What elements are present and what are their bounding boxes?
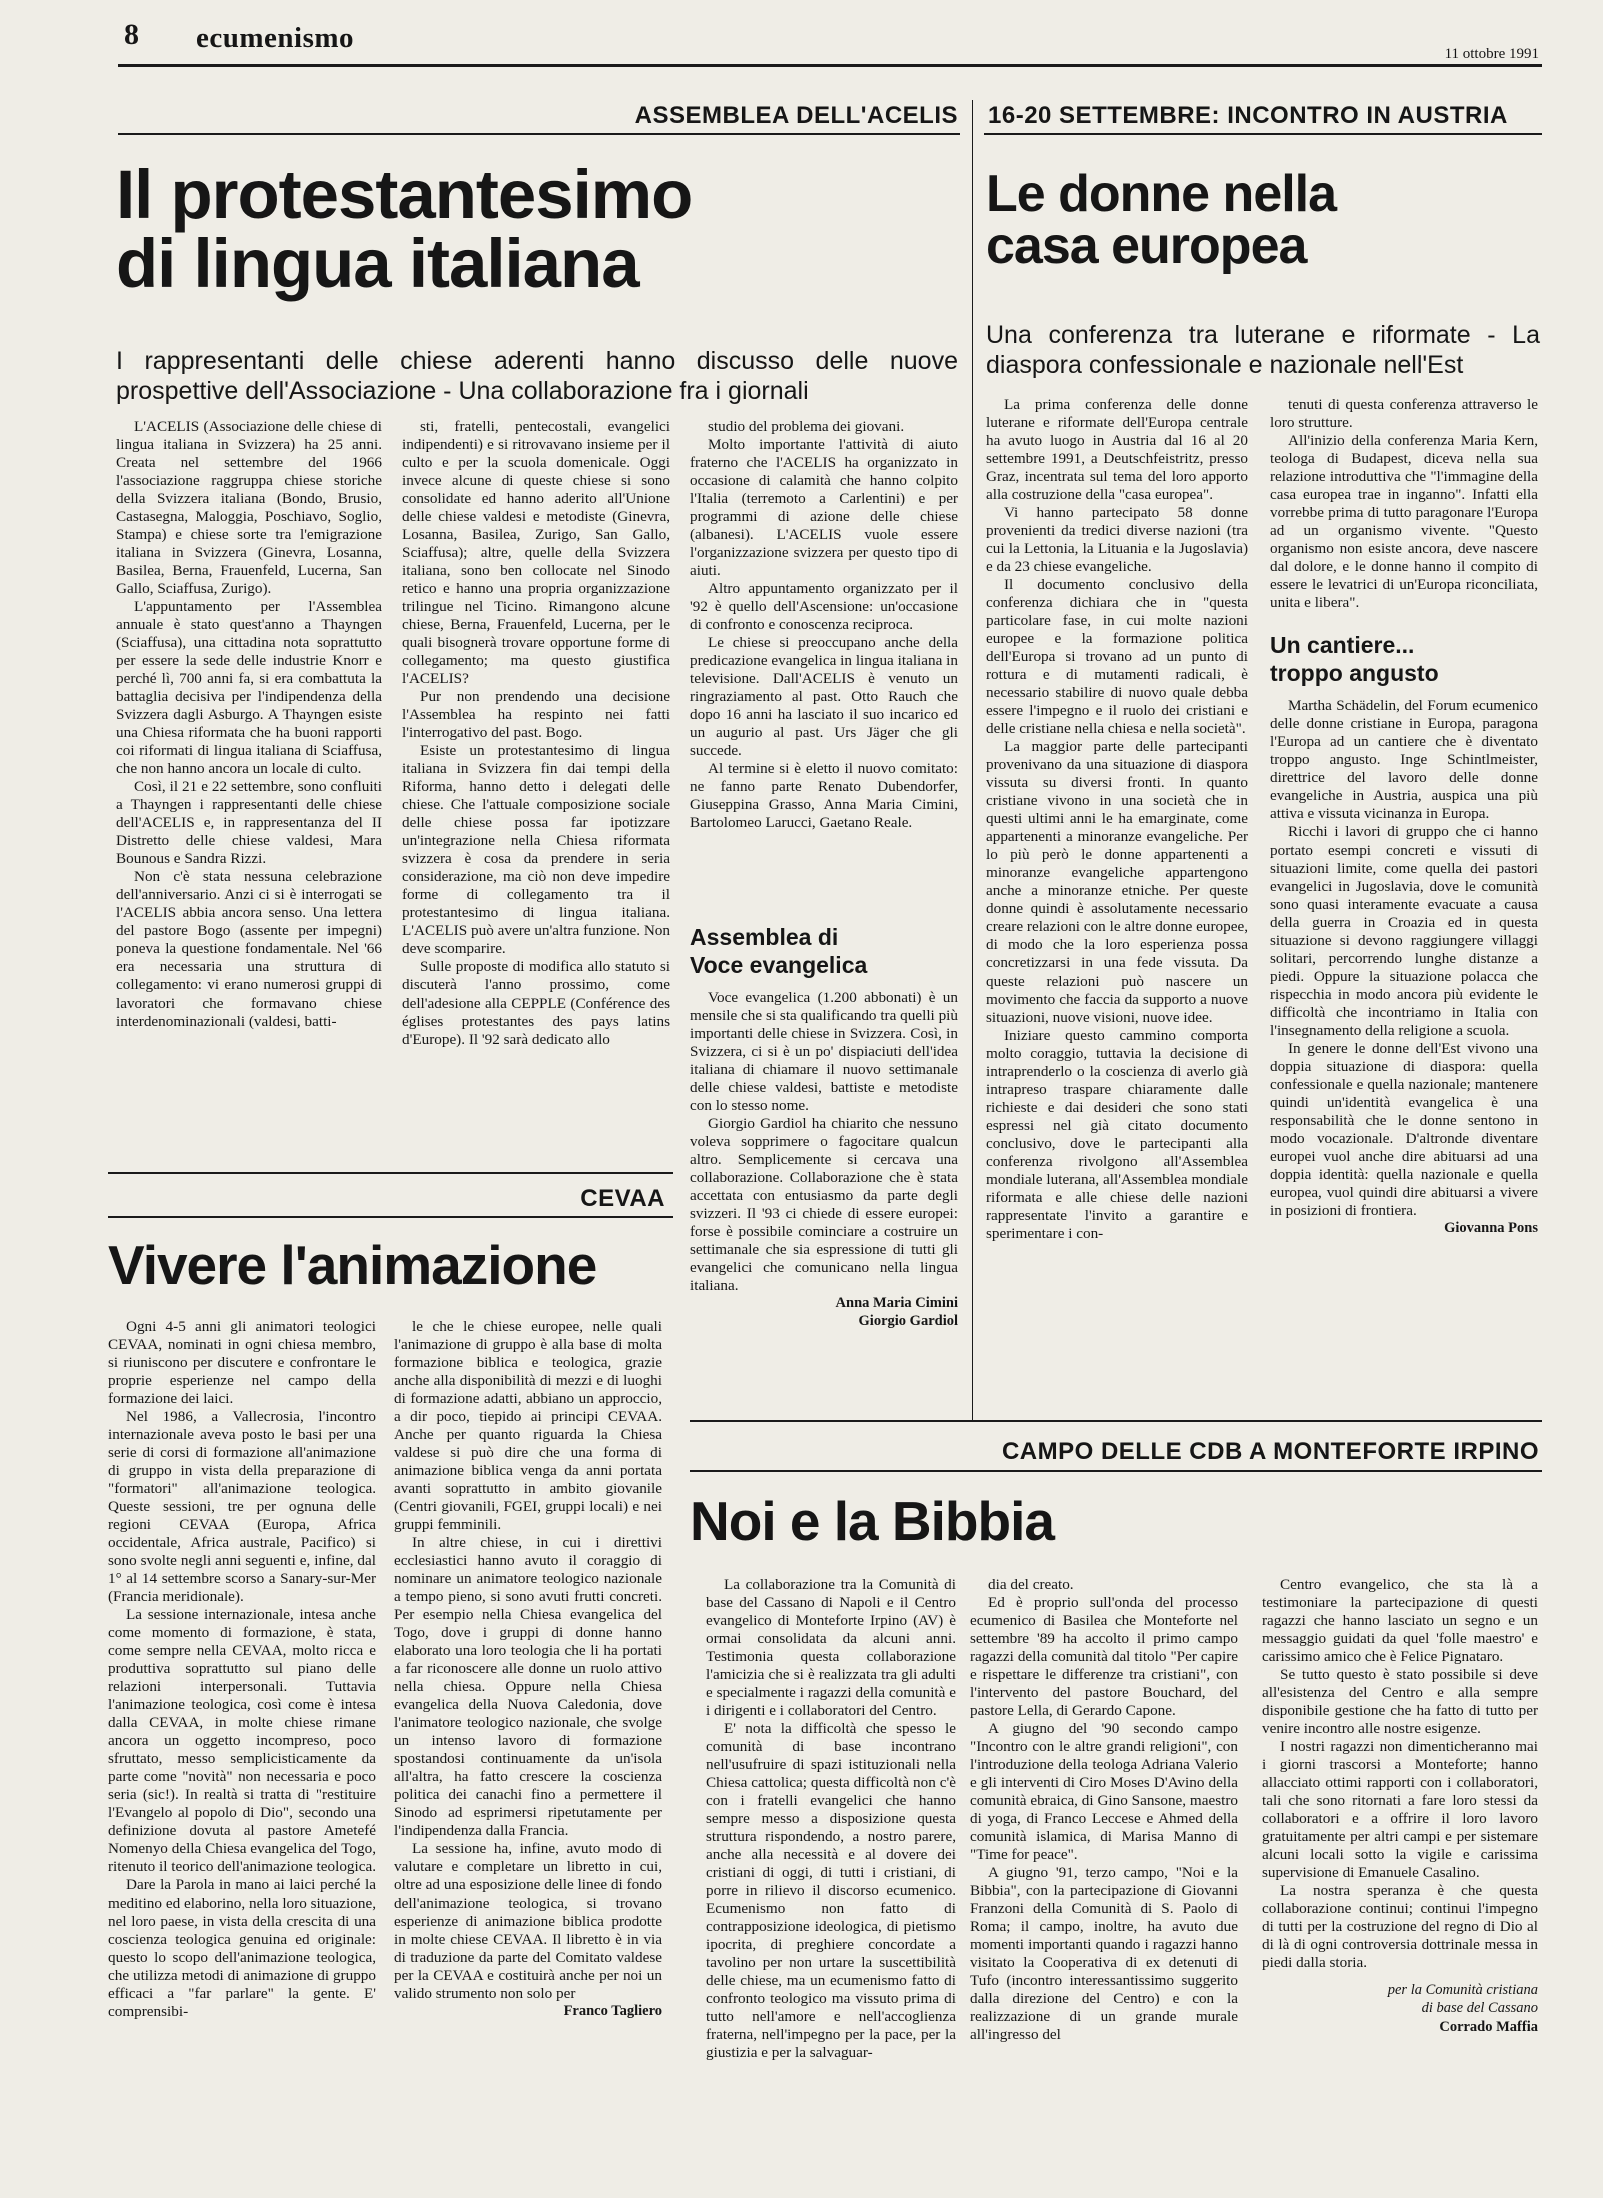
paragraph: Ogni 4-5 anni gli animatori teologici CEVAA, nominati in ogni chiesa membro, si riuniscono per discutere e confrontare le proprie esperienze nel campo della formazione dei laici. <box>108 1318 376 1408</box>
paragraph: Il documento conclusivo della conferenza dichiara che in "questa particolare fase, in cui molte nazioni europee e la formazione politica dell'Europa si trovano ad un punto di rottura e di mutamenti radicali, è necessario stabilire di nuovo quale debba essere l'impegno e il ruolo dei cristiani e delle cristiane nella chiesa e nella società". <box>986 576 1248 738</box>
donne-column-2 <box>1270 396 1538 1412</box>
paragraph: Se tutto questo è stato possibile si deve all'esistenza del Centro e alla sempre disponibile gestione che ha fatto di tutto per venire incontro alle nostre esigenze. <box>1262 1666 1538 1738</box>
bibbia-column-2 <box>970 1576 1238 2176</box>
bibbia-kicker: CAMPO DELLE CDB A MONTEFORTE IRPINO <box>1001 1438 1539 1465</box>
acelis-kicker-rule <box>118 133 960 135</box>
donne-headline-line2: casa europea <box>986 217 1307 275</box>
voce-signature-2: Giorgio Gardiol <box>858 1312 958 1329</box>
bibbia-kicker-rule <box>690 1470 1542 1472</box>
paragraph: La collaborazione tra la Comunità di base del Cassano di Napoli e il Centro evangelico di Monteforte Irpino (AV) è ormai consolidata da alcuni anni. Testimonia questa collaborazione l'amicizia che si è realizzata tra gli adulti e specialmente i ragazzi della comunità e i dirigenti e i collaboratori del Centro. <box>706 1576 956 1720</box>
voce-subhead <box>690 924 958 979</box>
bibbia-signature-line1: per la Comunità cristiana <box>1387 1982 1538 1999</box>
paragraph: Voce evangelica (1.200 abbonati) è un mensile che si sta qualificando tra quelli più importanti delle chiese in Svizzera. Così, in Svizzera, ci si è un po' dispiaciuti dell'idea italiana di chiamare il nuovo settimanale delle chiese valdesi, battiste e metodiste con lo stesso nome. <box>690 989 958 1115</box>
voce-column <box>690 916 958 1396</box>
donne-subhead-line1: Un cantiere... <box>1270 632 1415 659</box>
cevaa-headline: Vivere l'animazione <box>108 1234 597 1296</box>
acelis-headline <box>116 156 966 302</box>
acelis-column-2 <box>402 418 670 1176</box>
cevaa-top-rule <box>108 1172 673 1174</box>
paragraph: Dare la Parola in mano ai laici perché la meditino ed elaborino, nella loro situazione, nel loro paese, in vista della crescita di una coscienza teologica genuina ed originale: questo lo scopo dell'animazione teologica, che utilizza metodi di animazione di gruppo efficaci a "far parlare" la gente. E' comprensibi- <box>108 1876 376 2020</box>
acelis-headline-line1: Il protestantesimo <box>116 156 693 233</box>
bibbia-column-1 <box>706 1576 956 2176</box>
donne-subhead <box>1270 632 1538 687</box>
cevaa-signature: Franco Tagliero <box>563 2002 662 2019</box>
paragraph: sti, fratelli, pentecostali, evangelici indipendenti) e si ritrovavano insieme per il culto e per la scuola domenicale. Oggi invece alcune di queste chiese si sono consolidate ed hanno aderito all'Unione delle chiese valdesi e metodiste (Ginevra, Losanna, Basilea, Zurigo, San Gallo, Sciaffusa); altre, quelle della Svizzera italiana, sono ben collocate nel Sinodo retico e hanno una propria organizzazione trilingue nel Ticino. Rimangono alcune chiese, Berna, Frauenfeld, Lucerna, per le quali bisognerà trovare opportune forme di collegamento; ma questo giustifica l'ACELIS? <box>402 418 670 688</box>
paragraph: Al termine si è eletto il nuovo comitato: ne fanno parte Renato Dubendorfer, Giuseppina Grasso, Anna Maria Cimini, Bartolomeo Larucci, Gaetano Reale. <box>690 760 958 832</box>
paragraph: Altro appuntamento organizzato per il '92 è quello dell'Ascensione: un'occasione di confronto e conoscenza reciproca. <box>690 580 958 634</box>
paragraph: Martha Schädelin, del Forum ecumenico delle donne cristiane in Europa, paragona l'Europa ad un cantiere che è diventato troppo angusto. Inge Schintlmeister, direttrice del lavoro delle donne evangeliche in Austria, auspica una più attiva e vissuta vicinanza in Europa. <box>1270 697 1538 823</box>
paragraph: Ed è proprio sull'onda del processo ecumenico di Basilea che Monteforte nel settembre '89 ha accolto il primo campo ragazzi della comunità dal titolo "Per capire e rispettare le differenze tra cristiani", con l'intervento del pastore Bouchard, del pastore Lella, di Gerardo Capone. <box>970 1594 1238 1720</box>
page-number: 8 <box>124 18 139 51</box>
paragraph: Iniziare questo cammino comporta molto coraggio, tuttavia la decisione di intraprenderlo o la coscienza di averlo già intrapreso traspare chiaramente dalle richieste e dai desideri che sono stati espressi nel già citato documento conclusivo, dove le partecipanti alla conferenza rivolgono all'Assemblea mondiale luterana, all'Assemblea mondiale riformata e alle chiese delle nazioni rappresentate l'invito a garantire e sperimentare i con- <box>986 1026 1248 1242</box>
paragraph: Vi hanno partecipato 58 donne provenienti da tredici diverse nazioni (tra cui la Lettonia, la Lituania e la Jugoslavia) e da 23 chiese evangeliche. <box>986 504 1248 576</box>
paragraph: Nel 1986, a Vallecrosia, l'incontro internazionale aveva posto le basi per una serie di corsi di formazione all'animazione di gruppo in vista della preparazione di "formatori" all'animazione teologica. Queste sessioni, tre per ognuna delle regioni CEVAA (Europa, Africa occidentale, Africa australe, Pacifico) si sono svolte negli anni seguenti e, infine, dal 1° al 14 settembre scorso a Sanary-sur-Mer (Francia meridionale). <box>108 1408 376 1606</box>
paragraph: La maggior parte delle partecipanti provenivano da una situazione di diaspora vissuta su diversi fronti. In quanto cristiane vivono in una società che in questi ultimi anni le ha emarginate, come appartenenti a minoranze evangeliche. Per lo più però le donne appartenenti a minoranze evangeliche appartengono anche a minoranze etniche. Per queste donne quindi è assolutamente necessario creare relazioni con le altre donne europee, di modo che la loro esperienza possa concretizzarsi in una fede vissuta. Da queste relazioni può nascere un movimento che faccia da supporto a nuove situazioni, nuove visioni, nuove idee. <box>986 738 1248 1026</box>
paragraph: Giorgio Gardiol ha chiarito che nessuno voleva sopprimere o fagocitare qualcun altro. Semplicemente si cercava una collaborazione. Collaborazione che è stata accettata con entusiasmo da parte degli svizzeri. Il '93 ci chiede di essere europei: forse è possibile cominciare a costruire un settimanale che sia espressione di tutti gli evangelici che comunicano nella lingua italiana. <box>690 1115 958 1295</box>
paragraph: studio del problema dei giovani. <box>708 418 905 435</box>
bibbia-signature-name: Corrado Maffia <box>1439 2018 1538 2035</box>
cevaa-kicker: CEVAA <box>580 1185 665 1212</box>
section-title: ecumenismo <box>196 22 355 54</box>
cevaa-kicker-rule <box>108 1216 673 1218</box>
donne-signature: Giovanna Pons <box>1444 1219 1538 1236</box>
donne-deck: Una conferenza tra luterane e riformate - La diaspora confessionale e nazionale nell'Est <box>986 321 1540 379</box>
paragraph: dia del creato. <box>988 1576 1074 1593</box>
paragraph: Sulle proposte di modifica allo statuto si discuterà l'anno prossimo, come dell'adesione alla CEPPLE (Conférence des églises protestantes des pays latins d'Europe). Il '92 sarà dedicato allo <box>402 958 670 1048</box>
paragraph: A giugno del '90 secondo campo "Incontro con le altre grandi religioni", con l'introduzione della teologa Adriana Valerio e gli interventi di Ciro Moses D'Avino della comunità ebraica, di Gino Sansone, maestro di yoga, di Franco Leccese e Ahmed della comunità islamica, di Marisa Manno di "Time for peace". <box>970 1720 1238 1864</box>
paragraph: La prima conferenza delle donne luterane e riformate dell'Europa centrale ha avuto luogo in Austria dal 16 al 20 settembre 1991, a Deutschfeistritz, presso Graz, incentrata sul tema del loro apporto alla costruzione della "casa europea". <box>986 396 1248 504</box>
donne-kicker: 16-20 SETTEMBRE: INCONTRO IN AUSTRIA <box>988 102 1508 129</box>
paragraph: Non c'è stata nessuna celebrazione dell'anniversario. Anzi ci si è interrogati se l'ACELIS abbia ancora senso. Una lettera del pastore Bogo (assente per impegni) poneva la questione fondamentale. Nel '66 era necessaria una struttura di collegamento: vi erano numerosi gruppi di lavoratori che formavano chiese interdenominazionali (valdesi, batti- <box>116 868 382 1030</box>
acelis-column-3 <box>690 418 958 918</box>
paragraph: Pur non prendendo una decisione l'Assemblea ha respinto nei fatti l'interrogativo del past. Bogo. <box>402 688 670 742</box>
paragraph: Le chiese si preoccupano anche della predicazione evangelica in lingua italiana in televisione. Dall'ACELIS è venuto un ringraziamento al past. Otto Rauch che dopo 16 anni ha lasciato il suo incarico ed un augurio al past. Urs Jäger che gli succede. <box>690 634 958 760</box>
paragraph: le che le chiese europee, nelle quali l'animazione di gruppo è alla base di molta formazione biblica e teologica, grazie anche alla disponibilità di mezzi e di luoghi di formazione adatti, abbiano un approccio, a dir poco, tiepido ai principi CEVAA. Anche per quanto riguarda la Chiesa valdese si può dire che una forma di animazione biblica venga da anni portata avanti soprattutto in ambito giovanile (Centri giovanili, FGEI, gruppi locali) e nei gruppi femminili. <box>394 1318 662 1534</box>
vertical-divider <box>972 100 973 1420</box>
issue-date: 11 ottobre 1991 <box>1444 46 1539 62</box>
acelis-headline-line2: di lingua italiana <box>116 225 639 302</box>
paragraph: Molto importante l'attività di aiuto fraterno che l'ACELIS ha organizzato in occasione di calamità che hanno colpito l'Italia (terremoto a Carlentini) e per programmi di azione delle chiese (albanesi). L'ACELIS vuole essere l'organizzazione svizzera per questo tipo di aiuti. <box>690 436 958 580</box>
paragraph: A giugno '91, terzo campo, "Noi e la Bibbia", con la partecipazione di Giovanni Franzoni della Comunità di S. Paolo di Roma; il campo, inoltre, ha avuto due momenti importanti quando i ragazzi hanno visitato la Cooperativa di ex detenuti di Tufo (incontro interessantissimo suggerito dalla direzione del Centro) e con la realizzazione di un grande murale all'ingresso del <box>970 1864 1238 2044</box>
voce-subhead-line2: Voce evangelica <box>690 951 868 978</box>
paragraph: Esiste un protestantesimo di lingua italiana in Svizzera fin dai tempi della Riforma, hanno detto i delegati delle chiese. Che l'attuale composizione sociale delle chiese possa far ipotizzare un'integrazione nella Chiesa riformata svizzera è cosa da prendere in seria considerazione, ma ciò non deve impedire forme di collegamento tra il protestantesimo di lingua italiana. L'ACELIS può avere un'altra funzione. Non deve scomparire. <box>402 742 670 958</box>
paragraph: Centro evangelico, che sta là a testimoniare la partecipazione di questi ragazzi che hanno lasciato un segno e un messaggio guidati da quel 'folle maestro' e carissimo amico che è Felice Pignataro. <box>1262 1576 1538 1666</box>
acelis-column-1 <box>116 418 382 1176</box>
voce-subhead-line1: Assemblea di <box>690 924 839 950</box>
donne-kicker-rule <box>984 133 1542 135</box>
bibbia-signature-line2: di base del Cassano <box>1421 1999 1538 2016</box>
paragraph: All'inizio della conferenza Maria Kern, teologa di Budapest, diceva nella sua relazione introduttiva che "l'immagine della casa europea trae in inganno". Infatti ella vorrebbe prima di tutto paragonare l'Europa ad un organismo vivente. "Questo organismo non esiste ancora, deve nascere dal dolore, e le donne hanno il compito di essere le levatrici di un'Europa riconciliata, unita e libera". <box>1270 432 1538 612</box>
bibbia-column-3 <box>1262 1576 1538 2186</box>
paragraph: L'appuntamento per l'Assemblea annuale è stato quest'anno a Thayngen (Sciaffusa), una cittadina nota soprattutto per essere la sede delle industrie Knorr e perché lì, 700 anni fa, si era combattuta la battaglia decisiva per l'indipendenza della Svizzera dagli Asburgo. A Thayngen esiste una Chiesa riformata che ha buoni rapporti coi riformati di lingua italiana di Sciaffusa, che non hanno ancora un locale di culto. <box>116 598 382 778</box>
paragraph: L'ACELIS (Associazione delle chiese di lingua italiana in Svizzera) ha 25 anni. Creata nel settembre del 1966 l'associazione raggruppa chiese storiche della Svizzera italiana (Bondo, Brusio, Castasegna, Maloggia, Poschiavo, Soglio, Stampa) e chiese sorte tra l'emigrazione italiana in Svizzera (Ginevra, Losanna, Basilea, Berna, Frauenfeld, Lucerna, San Gallo, Sciaffusa, Zurigo). <box>116 418 382 598</box>
acelis-kicker: ASSEMBLEA DELL'ACELIS <box>634 102 958 129</box>
paragraph: La sessione ha, infine, avuto modo di valutare e completare un libretto in cui, oltre ad una esposizione delle linee di fondo dell'animazione teologica, si trovano esperienze di animazione biblica prodotte in molte chiese CEVAA. Il libretto è in via di traduzione da parte del Comitato valdese per la CEVAA e costituirà anche per noi un valido strumento non solo per <box>394 1840 662 2002</box>
paragraph: tenuti di questa conferenza attraverso le loro strutture. <box>1270 396 1538 432</box>
paragraph: Ricchi i lavori di gruppo che ci hanno portato esempi concreti e vissuti di situazioni limite, come quella dei pastori evangelici in Jugoslavia, dove le comunità sono quasi interamente evacuate a causa della guerra in Croazia ed in questa situazione si devono raggiungere villaggi solitari, percorrendo lunghe distanze a piedi. Oppure la situazione polacca che rispecchia in modo ancora più evidente le difficoltà che incontriamo in Italia con l'insegnamento della religione a scuola. <box>1270 823 1538 1039</box>
bibbia-top-rule <box>690 1420 1542 1422</box>
donne-column-1 <box>986 396 1248 1412</box>
paragraph: E' nota la difficoltà che spesso le comunità di base incontrano nell'usufruire di spazi istituzionali nella Chiesa cattolica; questa difficoltà non c'è con i fratelli evangelici che hanno sempre messo a disposizione questa struttura rispondendo, a nostro parere, anche alla necessità e al dovere dei cristiani di oggi, di tutti i cristiani, di porre in rilievo il discorso ecumenico. Ecumenismo non fatto di contrapposizione ideologica, di pietismo ipocrita, di preghiere concordate a tavolino per non urtare la suscettibilità delle chiese, ma un ecumenismo fatto di confronto teologico ma vissuto prima di tutto nell'amore e nell'accoglienza fraterna, nell'impegno per la pace, per la giustizia e per la salvaguar- <box>706 1720 956 2062</box>
paragraph: La sessione internazionale, intesa anche come momento di formazione, è stata, come sempre nella CEVAA, molto ricca e produttiva soprattutto sul piano delle relazioni interpersonali. Tuttavia l'animazione teologica, così come è intesa dalla CEVAA, in molte chiese rimane ancora un oggetto incompreso, poco sfruttato, messo semplicisticamente da parte come "novità" non necessaria e poco seria (sic!). In realtà si tratta di "restituire l'Evangelo al popolo di Dio", secondo una definizione dovuta al pastore Ametefé Nomenyo della Chiesa evangelica del Togo, ritenuto il teorico dell'animazione teologica. <box>108 1606 376 1876</box>
voce-signature-1: Anna Maria Cimini <box>835 1295 958 1312</box>
paragraph: In genere le donne dell'Est vivono una doppia situazione di diaspora: quella confessionale e quella nazionale; mantenere quindi un'identità evangelica è una responsabilità che le donne sentono in modo vocazionale. D'altronde diventare europei vuol anche dire abituarsi ad una doppia identità: quella nazionale e quella europea, vuol quindi dire abituarsi a vivere in posizioni di frontiera. <box>1270 1039 1538 1219</box>
bibbia-headline: Noi e la Bibbia <box>690 1490 1054 1552</box>
acelis-deck: I rappresentanti delle chiese aderenti hanno discusso delle nuove prospettive dell'Associazione - Una collaborazione fra i giornali <box>116 347 958 405</box>
donne-headline <box>986 165 1546 275</box>
paragraph: In altre chiese, in cui i direttivi ecclesiastici hanno avuto il coraggio di nominare un animatore teologico nazionale a tempo pieno, si sono avuti frutti concreti. Per esempio nella Chiesa evangelica del Togo, dove i gruppi di donne hanno elaborato una loro teologia che li ha portati a far riconoscere alle donne un ruolo attivo nella chiesa. Oppure nella Chiesa evangelica della Nuova Caledonia, dove l'animatore teologico nazionale, che svolge un intenso lavoro di formazione spostandosi continuamente da un'isola all'altra, ha fatto crescere la coscienza politica dei canachi fino a permettere il Sinodo ad esprimersi ripetutamente per l'indipendenza dalla Francia. <box>394 1534 662 1840</box>
masthead-rule <box>118 64 1542 67</box>
donne-headline-line1: Le donne nella <box>986 165 1337 223</box>
cevaa-column-2 <box>394 1318 662 2178</box>
cevaa-column-1 <box>108 1318 376 2178</box>
paragraph: La nostra speranza è che questa collaborazione continui; continui l'impegno di tutti per la costruzione del regno di Dio al di là di ogni controversia dottrinale messa in piedi dalla storia. <box>1262 1882 1538 1972</box>
paragraph: I nostri ragazzi non dimenticheranno mai i giorni trascorsi a Monteforte; hanno allacciato ottimi rapporti con i collaboratori, tali che sono ritornati a fare loro stessi da collaboratori e a offrire il loro lavoro gratuitamente per altri campi e per sistemare alcuni locali sotto la vigile e carissima supervisione di Emanuele Casalino. <box>1262 1738 1538 1882</box>
donne-subhead-line2: troppo angusto <box>1270 659 1439 686</box>
paragraph: Così, il 21 e 22 settembre, sono confluiti a Thayngen i rappresentanti delle chiese dell'ACELIS e, in rappresentanza del II Distretto delle chiese valdesi, Mara Bounous e Sandra Rizzi. <box>116 778 382 868</box>
